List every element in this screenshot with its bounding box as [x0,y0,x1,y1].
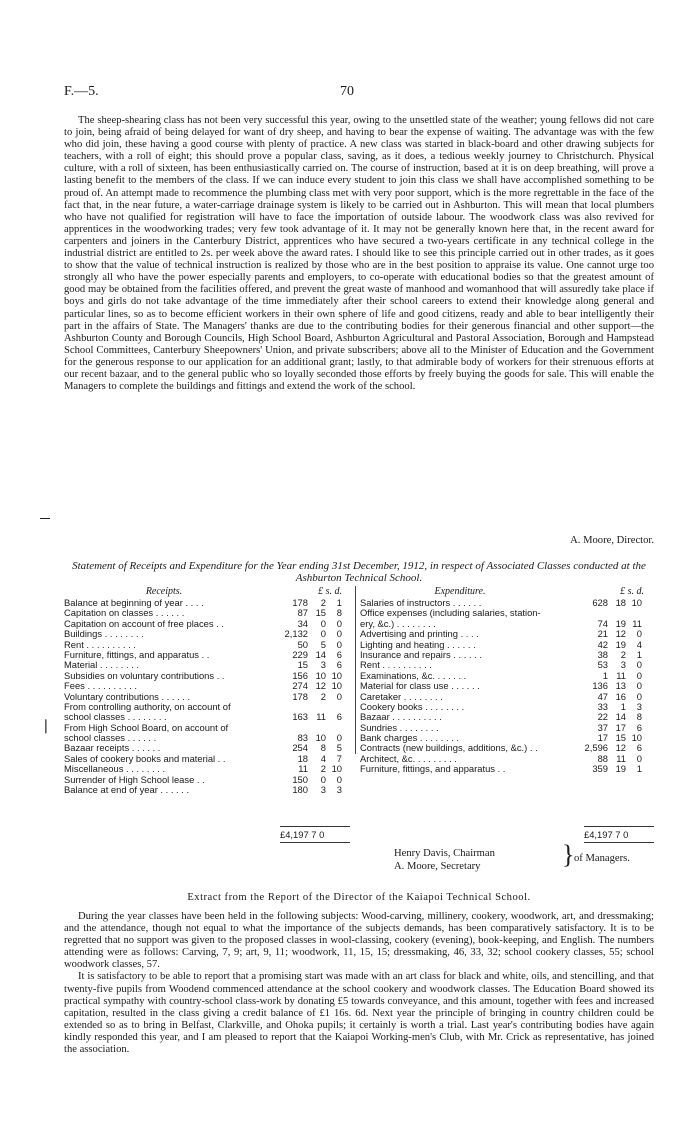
receipts-pounds: 229 [292,648,308,660]
expenditure-pence: 0 [636,690,642,702]
expenditure-pence: 0 [636,659,642,671]
receipts-pounds: 156 [292,669,308,681]
receipts-label: From controlling authority, on account of [64,700,231,712]
expenditure-label: Cookery books . . . . . . . . [360,700,465,712]
expenditure-pounds: 628 [592,597,608,608]
receipts-shillings: 2 [320,597,326,608]
receipts-pounds: 254 [292,742,308,754]
receipts-label: Rent . . . . . . . . . . [64,638,136,650]
expenditure-label: Examinations, &c. . . . . . . [360,669,467,681]
expenditure-shillings: 1 [620,700,626,712]
expenditure-pounds: 37 [597,721,608,733]
expenditure-pence: 1 [636,648,642,660]
paragraph-text: The sheep-shearing class has not been very successful this year, owing to the unsettled state of the weather; young fellows did not care to join, being afraid of being delayed for want of dry sheep, and having to bear the expense of waiting. The advantage was with the few who did join, these having a good course with plenty of practice. A new class was started in black-board and other drawing subjects for teachers, with a roll of eight; this should prove a popular class, saving, as it does, a tedious weekly journey to Christchurch. Physical culture, with a roll of sixteen, has been enthusiastically carried on. The course of instruction, based at it is on deep breathing, will prove a lasting benefit to the members of the class. If we can induce every student to join this class we shall have accomplished something to be proud of. An attempt made to recommence the plumbing class met with very poor support, which is the more regrettable in the face of the fact that, in the near future, a water-carriage drainage system is likely to be carried out in Ashburton. This will mean that local plumbers who have not qualified for registration will have to face the importation of outside labour. The woodwork class was also revived for apprentices in the woodworking trades; very few took advantage of it. It may not be generally known here that, in the recent award for carpenters and joiners in the Canterbury District, apprentices who have secured a two-years certificate in any technical college in the industrial district are entitled to 2s. per week above the award rates. I should like to see this principle carried out in other trades, as it goes to show that the value of technical instruction is realized by those who are in the best position to appraise its value. One cannot urge too strongly all who have the power especially parents and employers, to co-operate with educational bodies so that the greatest amount of good may be obtained from the facilities offered, and prevent the great waste of manhood and womanhood that will assuredly take place if boys and girls do not take advantage of the time immediately after their school careers to extend their knowledge along general and particular lines, so as to become efficient workers in their own sphere of life and good citizens, ready and able to bear intelligently their part in the affairs of State. The Managers' thanks are due to the contributing bodies for their generous financial and other support—the Ashburton County and Borough Councils, High School Board, Ashburton Agricultural and Pastoral Association, Borough and Hampstead School Committees, Canterbury Sheepowners' Union, and private subscribers; above all to the Minister of Education and the Government for the generous response to our application for an additional grant; lastly, to that admirable body of workers for their strenuous efforts at our recent bazaar, and to the general public who so loyally seconded those efforts by freely buying the goods for sale. This will enable the Managers to complete the buildings and fittings and extend the work of the school. [64,115,654,393]
expenditure-pence: 6 [636,742,642,754]
expenditure-pounds: 1 [602,669,608,681]
expenditure-pence: 6 [636,721,642,733]
receipts-pence: 10 [331,680,342,692]
receipts-pence: 6 [336,711,342,723]
expenditure-label: Furniture, fittings, and apparatus . . [360,763,506,775]
receipts-shillings: 14 [315,648,326,660]
expenditure-pence: 0 [636,752,642,764]
expenditure-pence: 0 [636,628,642,640]
expenditure-shillings: 12 [615,628,626,640]
receipts-label: Bazaar receipts . . . . . . [64,742,161,754]
expenditure-shillings: 19 [615,763,626,775]
page-number: 70 [340,84,354,99]
receipts-pounds: 18 [297,752,308,764]
receipts-pence: 3 [336,784,342,796]
receipts-shillings: 0 [320,773,326,785]
receipts-pounds: 180 [292,784,308,796]
expenditure-shillings: 14 [615,711,626,723]
expenditure-pounds: 2,596 [584,742,608,754]
receipts-label: Surrender of High School lease . . [64,773,205,785]
expenditure-label: Advertising and printing . . . . [360,628,479,640]
expenditure-pounds: 136 [592,680,608,692]
expenditure-pounds: 22 [597,711,608,723]
receipts-label: Balance at beginning of year . . . . [64,597,204,608]
receipts-pence: 1 [336,597,342,608]
receipts-row [64,785,356,795]
receipts-shillings: 3 [320,784,326,796]
receipts-heading: Receipts. [145,586,183,597]
receipts-label: Subsidies on voluntary contributions . . [64,669,225,681]
receipts-pounds: 163 [292,711,308,723]
expenditure-row [360,681,654,691]
paragraph-text: During the year classes have been held in the following subjects: Wood-carving, millinery, cookery, woodwork, art, and dressmaking; and the attendance, though not equal to what the importance of the subjects demands, has been comparatively satisfactory. It is to be regretted that no support was given to the proposed classes in wool-classing, cookery (evening), book-keeping, and English. The numbers attending were as follows: Carving, 7, 9; art, 9, 11; woodwork, 11, 15, 15; dressmaking, 46, 33, 32; school cookery classes, 55; school woodwork classes, 57. [64,911,654,971]
expenditure-label: Bank charges . . . . . . . . [360,732,460,744]
receipts-rows [64,598,356,795]
receipts-shillings: 11 [316,711,326,723]
expenditure-pounds: 88 [597,752,608,764]
expenditure-pence: 10 [631,732,642,744]
expenditure-pounds: 47 [597,690,608,702]
expenditure-currency-heading: £ s. d. [620,586,644,597]
receipts-pounds: 274 [292,680,308,692]
page-header-reference: F.—5. [64,84,99,99]
receipts-pence: 6 [336,648,342,660]
expenditure-shillings: 11 [616,752,626,764]
signatory-chairman: Henry Davis, Chairman [394,848,495,859]
receipts-pounds: 83 [297,732,308,744]
expenditure-shillings: 2 [620,648,626,660]
receipts-pounds: 2,132 [284,628,308,640]
receipts-pounds: 87 [297,607,308,619]
receipts-column [64,586,356,795]
expenditure-shillings: 16 [615,690,626,702]
receipts-shillings: 5 [320,638,326,650]
expenditure-pounds: 17 [597,732,608,744]
receipts-label: Sales of cookery books and material . . [64,752,226,764]
receipts-shillings: 3 [320,659,326,671]
receipts-shillings: 0 [320,617,326,629]
signatories-block [394,847,495,873]
expenditure-shillings: 12 [615,742,626,754]
expenditure-label: Architect, &c. . . . . . . . . [360,752,457,764]
receipts-pounds: 178 [292,597,308,608]
expenditure-row [360,629,654,639]
receipts-pence: 8 [336,607,342,619]
receipts-pence: 0 [336,690,342,702]
expenditure-shillings: 19 [615,638,626,650]
report-paragraph-ashburton [64,115,654,393]
receipts-pounds: 11 [298,763,308,775]
expenditure-label: Material for class use . . . . . . [360,680,480,692]
receipts-label: Furniture, fittings, and apparatus . . [64,648,210,660]
receipts-total-value: £4,197 7 0 [280,829,325,840]
expenditure-label: Bazaar . . . . . . . . . . [360,711,442,723]
expenditure-label: Contracts (new buildings, additions, &c.) . . [360,742,538,754]
receipts-pence: 10 [331,763,342,775]
brace-symbol: } [562,840,575,869]
margin-mark-dash [40,518,50,519]
director-signoff: A. Moore, Director. [570,535,654,546]
expenditure-shillings: 3 [620,659,626,671]
expenditure-pence: 0 [636,669,642,681]
expenditure-pounds: 42 [597,638,608,650]
receipts-pence: 7 [336,752,342,764]
expenditure-label: Sundries . . . . . . . . [360,721,439,733]
receipts-label: Voluntary contributions . . . . . . [64,690,191,702]
receipts-shillings: 4 [320,752,326,764]
receipts-pounds: 150 [292,773,308,785]
expenditure-pence: 4 [636,638,642,650]
expenditure-pounds: 53 [597,659,608,671]
receipts-shillings: 10 [315,732,326,744]
paragraph-text: It is satisfactory to be able to report that a promising start was made with an art class for black and white, oils, and stencilling, and that twenty-five pupils from Woodend commenced attendance at the school cookery and woodwork classes. The Education Board showed its practical sympathy with country-school class-work by donating £5 towards conveyance, and this amount, together with fees and increased capitation, resulted in the class giving a credit balance of £1 16s. 6d. Next year the principle of bringing in country children could be extended so as to bring in Belfast, Clarkville, and Ohoka pupils; it certainly is worth a trial. Last year's contributing bodies have again kindly responded this year, and I am pleased to report that the Kaiapoi Working-men's Club, with Mr. Crick as representative, has joined the association. [64,971,654,1056]
receipts-shillings: 12 [315,680,326,692]
report-paragraphs-kaiapoi [64,911,654,1056]
receipts-label: school classes . . . . . . . . [64,711,167,723]
expenditure-pounds: 359 [592,763,608,775]
signatory-secretary: A. Moore, Secretary [394,861,481,872]
expenditure-label: Lighting and heating . . . . . . [360,638,476,650]
statement-title: Statement of Receipts and Expenditure for the Year ending 31st December, 1912, in respect of Associated Classes conducted at the Ashburton Technical School. [72,560,646,584]
expenditure-row [360,764,654,774]
expenditure-total-value: £4,197 7 0 [584,829,629,840]
receipts-pence: 0 [336,628,342,640]
receipts-shillings: 15 [315,607,326,619]
expenditure-rows [360,598,654,775]
receipts-row [64,629,356,639]
signatories-of-managers: of Managers. [574,853,630,864]
expenditure-label: Salaries of instructors . . . . . . [360,597,482,608]
receipts-shillings: 2 [320,690,326,702]
margin-mark-tick: ❘ [40,719,52,734]
expenditure-shillings: 11 [616,669,626,681]
expenditure-shillings: 18 [615,597,626,608]
expenditure-pounds: 33 [597,700,608,712]
column-divider [355,586,356,754]
receipts-label: school classes . . . . . . [64,732,157,744]
expenditure-shillings: 19 [615,617,626,629]
receipts-total [280,826,350,843]
expenditure-pence: 1 [636,763,642,775]
receipts-row [64,681,356,691]
receipts-pounds: 178 [292,690,308,702]
receipts-label: Capitation on classes . . . . . . [64,607,185,619]
expenditure-label: Rent . . . . . . . . . . [360,659,432,671]
expenditure-pence: 8 [636,711,642,723]
expenditure-label: Insurance and repairs . . . . . . [360,648,482,660]
receipts-label: Balance at end of year . . . . . . [64,784,190,796]
receipts-shillings: 2 [320,763,326,775]
receipts-label: Material . . . . . . . . [64,659,140,671]
expenditure-heading: Expenditure. [434,586,486,597]
expenditure-label: ery, &c.) . . . . . . . . [360,617,436,629]
expenditure-shillings: 13 [615,680,626,692]
receipts-label: Miscellaneous . . . . . . . . [64,763,166,775]
receipts-pence: 0 [336,617,342,629]
receipts-pence: 0 [336,638,342,650]
expenditure-shillings: 15 [615,732,626,744]
expenditure-column [360,586,654,775]
receipts-shillings: 0 [320,628,326,640]
receipts-shillings: 10 [315,669,326,681]
receipts-label: From High School Board, on account of [64,721,229,733]
receipts-pounds: 34 [297,617,308,629]
extract-title: Extract from the Report of the Director of the Kaiapoi Technical School. [187,892,531,903]
receipts-label: Fees . . . . . . . . . . [64,680,137,692]
expenditure-pence: 11 [632,617,642,629]
expenditure-label: Caretaker . . . . . . . . [360,690,443,702]
expenditure-pounds: 38 [597,648,608,660]
expenditure-pounds: 74 [597,617,608,629]
receipts-currency-heading: £ s. d. [318,586,342,597]
receipts-shillings: 8 [320,742,326,754]
expenditure-label: Office expenses (including salaries, station- [360,607,541,619]
expenditure-pence: 0 [636,680,642,692]
receipts-label: Buildings . . . . . . . . [64,628,144,640]
receipts-label: Capitation on account of free places . . [64,617,224,629]
receipts-pounds: 50 [297,638,308,650]
receipts-pence: 0 [336,732,342,744]
receipts-pence: 6 [336,659,342,671]
expenditure-pence: 10 [631,597,642,608]
receipts-pence: 0 [336,773,342,785]
expenditure-pounds: 21 [597,628,608,640]
receipts-pence: 5 [336,742,342,754]
expenditure-total [584,826,654,843]
expenditure-shillings: 17 [615,721,626,733]
receipts-pounds: 15 [297,659,308,671]
expenditure-pence: 3 [636,700,642,712]
receipts-pence: 10 [331,669,342,681]
